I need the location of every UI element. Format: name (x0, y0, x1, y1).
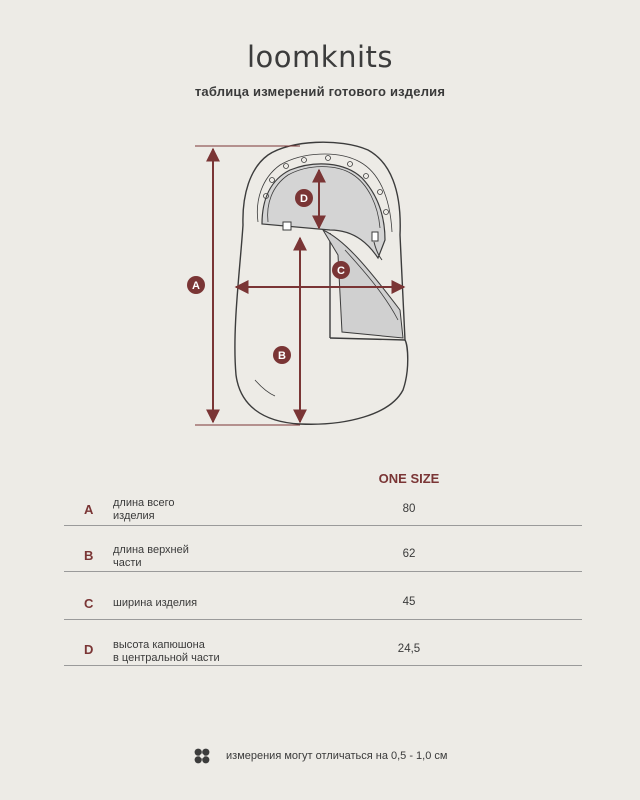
brand-logo: loomknits (246, 40, 393, 74)
row-value: 80 (402, 503, 416, 515)
row-label (113, 639, 273, 665)
svg-text:B: B (278, 350, 286, 362)
marker-c (332, 261, 350, 279)
row-letter: B (84, 548, 94, 563)
row-label (113, 497, 273, 523)
row-label-line2: части (113, 557, 142, 569)
row-label-line1: длина верхней (113, 544, 189, 556)
row-label (113, 597, 273, 610)
row-value: 45 (402, 596, 416, 608)
marker-a (187, 276, 205, 294)
row-label-line2: в центральной части (113, 652, 220, 664)
svg-text:D: D (300, 193, 308, 205)
svg-text:C: C (337, 265, 345, 277)
marker-d (295, 189, 313, 207)
row-value: 24,5 (397, 643, 421, 655)
measurements-table-row-c (64, 590, 582, 620)
row-letter: C (84, 596, 94, 611)
measurements-table-row-b (64, 540, 582, 572)
side-panel (323, 230, 403, 338)
row-letter: D (84, 642, 94, 657)
row-label-line2: изделия (113, 510, 155, 522)
svg-text:A: A (192, 280, 200, 292)
measurements-table-row-d (64, 636, 582, 666)
footer-note (0, 746, 640, 766)
row-value: 62 (402, 548, 416, 560)
page-subtitle: таблица измерений готового изделия (194, 84, 446, 99)
row-label-line1: длина всего (113, 497, 175, 509)
size-column-header: ONE SIZE (378, 471, 440, 486)
marker-b (273, 346, 291, 364)
measurements-table-row-a (64, 494, 582, 526)
row-letter: A (84, 502, 94, 517)
hood-opening (262, 164, 385, 258)
row-label-line1: ширина изделия (113, 597, 198, 609)
flower-icon (193, 747, 211, 765)
row-label (113, 544, 273, 570)
row-label-line1: высота капюшона (113, 639, 205, 651)
footer-note-text: измерения могут отличаться на 0,5 - 1,0 см (226, 750, 448, 762)
